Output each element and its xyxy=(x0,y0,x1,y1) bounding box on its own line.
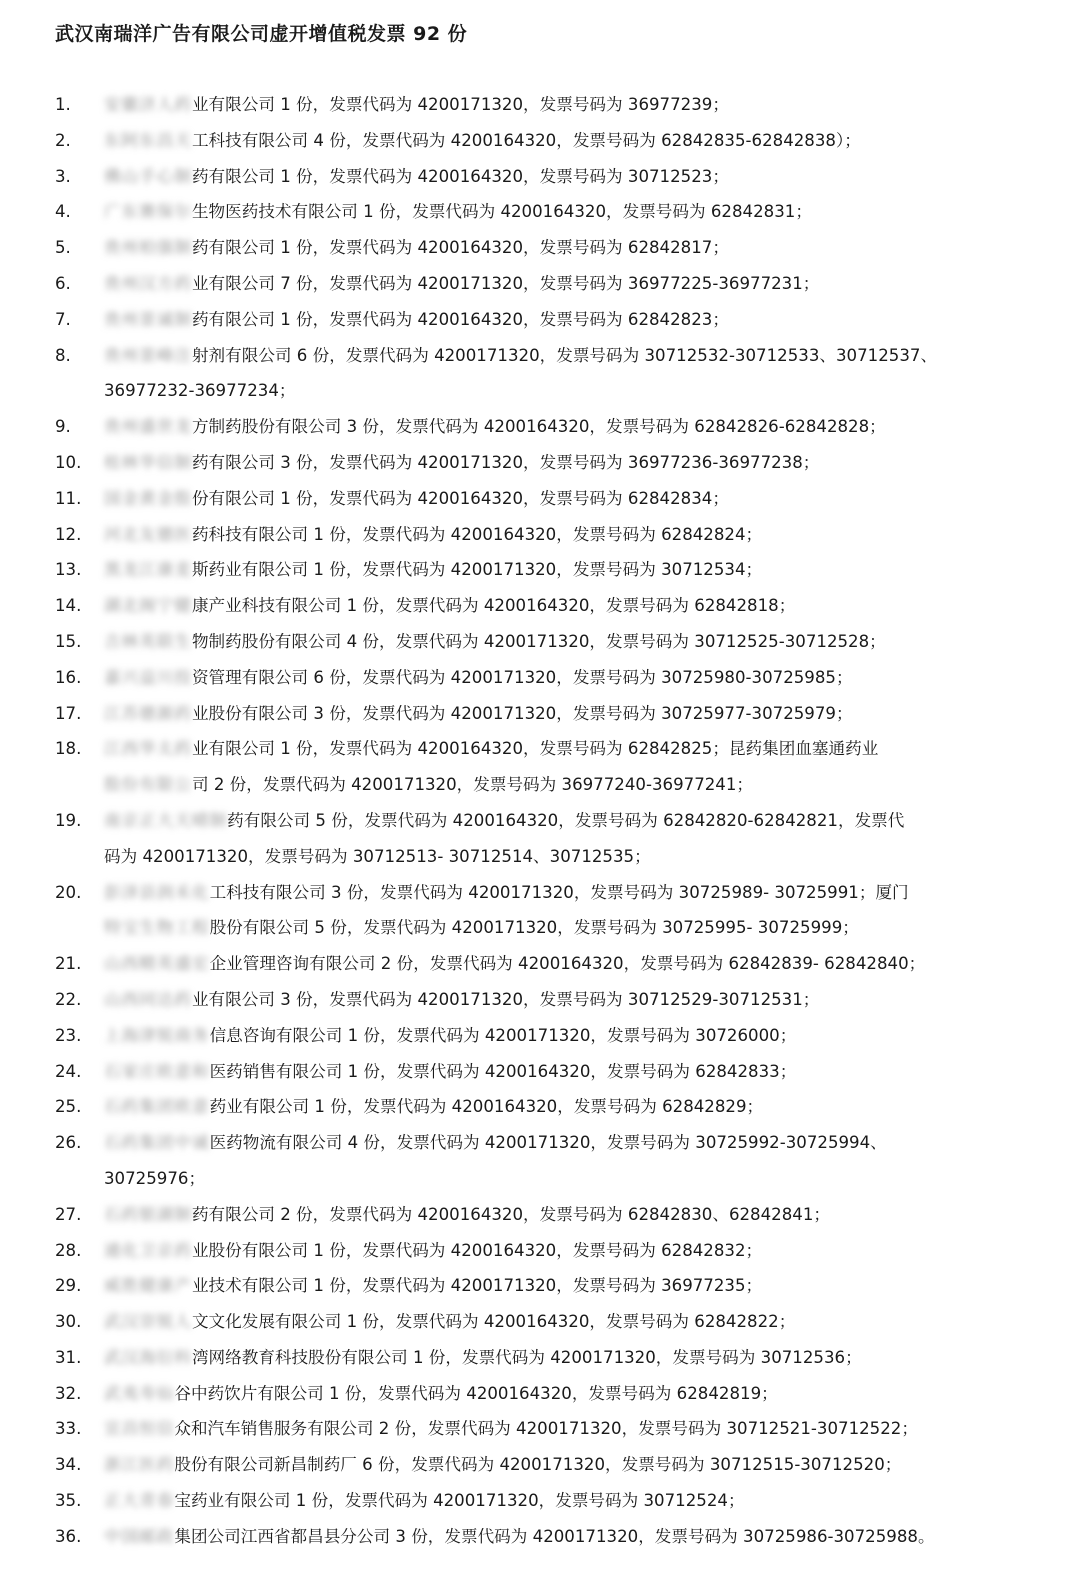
list-item xyxy=(0,588,1014,624)
entry-text: 业股份有限公司 3 份，发票代码为 4200171320，发票号码为 30725977-30725979； xyxy=(191,703,853,723)
list-item xyxy=(0,1519,1014,1555)
entry-line xyxy=(104,1268,1014,1304)
entry-line xyxy=(104,1197,1014,1233)
list-item xyxy=(0,1089,1014,1125)
entry-line xyxy=(104,946,1014,982)
list-item xyxy=(0,1268,1014,1304)
item-number: 27. xyxy=(55,1204,82,1224)
item-number: 5. xyxy=(55,238,71,258)
list-item xyxy=(0,517,1014,553)
entry-line xyxy=(104,1519,1014,1555)
entry-line xyxy=(104,1483,1014,1519)
redacted-company-name: 嘉兴益川投 xyxy=(104,667,192,687)
redacted-company-name: 浙江医药 xyxy=(104,1455,175,1475)
item-number: 3. xyxy=(55,166,71,186)
entry-text: 36977232-36977234； xyxy=(104,381,296,401)
entry-text: 业有限公司 1 份，发票代码为 4200164320，发票号码为 62842825；昆药集团血塞通药业 xyxy=(191,739,879,759)
redacted-company-name: 石药银湖制 xyxy=(104,1204,192,1224)
entry-text: 谷中药饮片有限公司 1 份，发票代码为 4200164320，发票号码为 62842819； xyxy=(174,1383,778,1403)
entry-text: 湾网络教育科技股份有限公司 1 份，发票代码为 4200171320，发票号码为 30712536； xyxy=(191,1347,862,1367)
list-item xyxy=(0,803,1014,875)
redacted-company-name: 威胜健康产 xyxy=(104,1276,192,1296)
entry-line xyxy=(104,266,1014,302)
item-number: 25. xyxy=(55,1097,82,1117)
list-item xyxy=(0,1054,1014,1090)
entry-line xyxy=(104,194,1014,230)
item-number: 13. xyxy=(55,560,82,580)
entry-line xyxy=(104,624,1014,660)
item-number: 1. xyxy=(55,95,71,114)
entry-text: 药有限公司 1 份，发票代码为 4200164320，发票号码为 62842817； xyxy=(191,238,729,258)
item-number: 21. xyxy=(55,954,82,974)
item-number: 34. xyxy=(55,1455,82,1475)
redacted-company-name: 上海津锐商务 xyxy=(104,1025,210,1045)
entry-line-continued xyxy=(104,910,1014,946)
list-item xyxy=(0,123,1014,159)
entry-text: 方制药股份有限公司 3 份，发票代码为 4200164320，发票号码为 62842826-62842828； xyxy=(191,417,886,437)
entry-text: 斯药业有限公司 1 份，发票代码为 4200171320，发票号码为 30712534； xyxy=(191,560,763,580)
list-item xyxy=(0,1125,1014,1197)
entry-line xyxy=(104,696,1014,732)
list-item xyxy=(0,946,1014,982)
list-item xyxy=(0,1304,1014,1340)
redacted-company-name: 正大青春 xyxy=(104,1491,175,1511)
entry-line xyxy=(104,517,1014,553)
list-item xyxy=(0,266,1014,302)
entry-line xyxy=(104,982,1014,1018)
entry-line xyxy=(104,87,1014,123)
entry-line xyxy=(104,230,1014,266)
item-number: 31. xyxy=(55,1347,82,1367)
entry-line xyxy=(104,159,1014,195)
list-item xyxy=(0,1233,1014,1269)
entry-text: 医药销售有限公司 1 份，发票代码为 4200164320，发票号码为 62842833； xyxy=(209,1061,797,1081)
entry-text: 业股份有限公司 1 份，发票代码为 4200164320，发票号码为 62842832； xyxy=(191,1240,763,1260)
redacted-company-name: 山西精英盛宏 xyxy=(104,954,210,974)
redacted-company-name: 广东赛保尔 xyxy=(104,202,192,222)
redacted-company-name: 湖北阁宁健 xyxy=(104,596,192,616)
list-item xyxy=(0,1018,1014,1054)
entry-text: 生物医药技术有限公司 1 份，发票代码为 4200164320，发票号码为 62842831； xyxy=(191,202,812,222)
item-number: 14. xyxy=(55,596,82,616)
entry-line xyxy=(104,1018,1014,1054)
item-number: 19. xyxy=(55,810,82,830)
entry-line xyxy=(104,123,1014,159)
redacted-company-name: 东阿东昌天 xyxy=(104,130,192,150)
entry-text: 企业管理咨询有限公司 2 份，发票代码为 4200164320，发票号码为 62842839- 62842840； xyxy=(209,954,926,974)
redacted-company-name: 中国邮政 xyxy=(104,1526,175,1546)
item-number: 26. xyxy=(55,1133,82,1153)
list-item xyxy=(0,1411,1014,1447)
entry-line xyxy=(104,731,1014,767)
entry-text: 药有限公司 2 份，发票代码为 4200164320，发票号码为 62842830、62842841； xyxy=(191,1204,830,1224)
redacted-company-name: 佛山手心制 xyxy=(104,166,192,186)
entry-text: 份有限公司 1 份，发票代码为 4200164320，发票号码为 62842834； xyxy=(191,488,729,508)
item-number: 32. xyxy=(55,1383,82,1403)
entry-line xyxy=(104,803,1014,839)
item-number: 30. xyxy=(55,1312,82,1332)
invoice-list xyxy=(0,87,1080,1555)
redacted-company-name: 江西华太药 xyxy=(104,739,192,759)
redacted-company-name: 山西同达药 xyxy=(104,989,192,1009)
list-item xyxy=(0,194,1014,230)
entry-text: 射剂有限公司 6 份，发票代码为 4200171320，发票号码为 30712532-30712533、30712537、 xyxy=(191,345,938,365)
list-item xyxy=(0,624,1014,660)
entry-line xyxy=(104,338,1014,374)
entry-text: 码为 4200171320，发票号码为 30712513- 30712514、30712535； xyxy=(104,846,651,866)
entry-line xyxy=(104,1304,1014,1340)
page-title: 武汉南瑞洋广告有限公司虚开增值税发票 92 份 xyxy=(55,23,468,45)
entry-text: 30725976； xyxy=(104,1168,206,1188)
entry-text: 司 2 份，发票代码为 4200171320，发票号码为 36977240-36977241； xyxy=(191,775,754,795)
entry-line xyxy=(104,302,1014,338)
redacted-company-name: 特宝生物工程 xyxy=(104,918,210,938)
entry-text: 宝药业有限公司 1 份，发票代码为 4200171320，发票号码为 30712524； xyxy=(174,1491,745,1511)
item-number: 16. xyxy=(55,667,82,687)
redacted-company-name: 河北友德医 xyxy=(104,524,192,544)
redacted-company-name: 黑龙江康麦 xyxy=(104,560,192,580)
item-number: 15. xyxy=(55,631,82,651)
list-item xyxy=(0,445,1014,481)
entry-text: 股份有限公司 5 份，发票代码为 4200171320，发票号码为 30725995- 30725999； xyxy=(209,918,859,938)
item-number: 12. xyxy=(55,524,82,544)
entry-line xyxy=(104,409,1014,445)
list-item xyxy=(0,660,1014,696)
entry-line xyxy=(104,1089,1014,1125)
entry-text: 股份有限公司新昌制药厂 6 份，发票代码为 4200171320，发票号码为 30712515-30712520； xyxy=(174,1455,902,1475)
list-item xyxy=(0,87,1014,123)
redacted-company-name: 宣昌恒信 xyxy=(104,1419,175,1439)
redacted-company-name: 桂林华信制 xyxy=(104,452,192,472)
redacted-company-name: 贵州柏强制 xyxy=(104,238,192,258)
entry-text: 众和汽车销售服务有限公司 2 份，发票代码为 4200171320，发票号码为 30712521-30712522； xyxy=(174,1419,918,1439)
entry-line xyxy=(104,481,1014,517)
list-item xyxy=(0,552,1014,588)
entry-text: 药科技有限公司 1 份，发票代码为 4200164320，发票号码为 62842824； xyxy=(191,524,763,544)
entry-line-continued xyxy=(104,839,1014,875)
item-number: 36. xyxy=(55,1526,82,1546)
redacted-company-name: 贵州景峰注 xyxy=(104,345,192,365)
entry-line xyxy=(104,1376,1014,1412)
item-number: 35. xyxy=(55,1491,82,1511)
entry-line xyxy=(104,1411,1014,1447)
item-number: 22. xyxy=(55,989,82,1009)
redacted-company-name: 安徽济人药 xyxy=(104,95,192,114)
entry-line xyxy=(104,445,1014,481)
list-item xyxy=(0,875,1014,947)
entry-text: 物制药股份有限公司 4 份，发票代码为 4200171320，发票号码为 30712525-30712528； xyxy=(191,631,886,651)
redacted-company-name: 江苏德源药 xyxy=(104,703,192,723)
list-item xyxy=(0,696,1014,732)
list-item xyxy=(0,731,1014,803)
entry-line xyxy=(104,1233,1014,1269)
entry-text: 工科技有限公司 4 份，发票代码为 4200164320，发票号码为 62842835-62842838）； xyxy=(191,130,861,150)
item-number: 9. xyxy=(55,417,71,437)
entry-text: 药有限公司 1 份，发票代码为 4200164320，发票号码为 30712523； xyxy=(191,166,729,186)
redacted-company-name: 彭泽县润禾化 xyxy=(104,882,210,902)
redacted-company-name: 贵州景诚制 xyxy=(104,309,192,329)
entry-text: 药有限公司 3 份，发票代码为 4200171320，发票号码为 36977236-36977238； xyxy=(191,452,820,472)
list-item xyxy=(0,481,1014,517)
entry-text: 业技术有限公司 1 份，发票代码为 4200171320，发票号码为 36977235； xyxy=(191,1276,763,1296)
entry-text: 资管理有限公司 6 份，发票代码为 4200171320，发票号码为 30725980-30725985； xyxy=(191,667,853,687)
item-number: 2. xyxy=(55,130,71,150)
entry-line xyxy=(104,552,1014,588)
entry-line xyxy=(104,1340,1014,1376)
list-item xyxy=(0,159,1014,195)
item-number: 18. xyxy=(55,739,82,759)
entry-line xyxy=(104,588,1014,624)
entry-text: 医药物流有限公司 4 份，发票代码为 4200171320，发票号码为 30725992-30725994、 xyxy=(209,1133,887,1153)
entry-line xyxy=(104,660,1014,696)
redacted-company-name: 石家庄欧意和 xyxy=(104,1061,210,1081)
entry-text: 信息咨询有限公司 1 份，发票代码为 4200171320，发票号码为 30726000； xyxy=(209,1025,797,1045)
list-item xyxy=(0,982,1014,1018)
entry-line-continued xyxy=(104,373,1014,409)
entry-text: 药有限公司 5 份，发票代码为 4200164320，发票号码为 62842820-62842821，发票代 xyxy=(227,810,905,830)
redacted-company-name: 南京正大天晴制 xyxy=(104,810,228,830)
item-number: 11. xyxy=(55,488,82,508)
item-number: 6. xyxy=(55,273,71,293)
list-item xyxy=(0,1483,1014,1519)
item-number: 24. xyxy=(55,1061,82,1081)
redacted-company-name: 股份有限公 xyxy=(104,775,192,795)
redacted-company-name: 武夷寿仙 xyxy=(104,1383,175,1403)
redacted-company-name: 武汉崇锐人 xyxy=(104,1312,192,1332)
entry-line xyxy=(104,1447,1014,1483)
item-number: 28. xyxy=(55,1240,82,1260)
list-item xyxy=(0,230,1014,266)
item-number: 17. xyxy=(55,703,82,723)
entry-line-continued xyxy=(104,1161,1014,1197)
item-number: 23. xyxy=(55,1025,82,1045)
list-item xyxy=(0,1447,1014,1483)
entry-line xyxy=(104,1125,1014,1161)
list-item xyxy=(0,302,1014,338)
list-item xyxy=(0,1340,1014,1376)
redacted-company-name: 石药集团中诚 xyxy=(104,1133,210,1153)
item-number: 29. xyxy=(55,1276,82,1296)
entry-line xyxy=(104,1054,1014,1090)
entry-line-continued xyxy=(104,767,1014,803)
redacted-company-name: 国金黄金股 xyxy=(104,488,192,508)
entry-text: 文文化发展有限公司 1 份，发票代码为 4200164320，发票号码为 62842822； xyxy=(191,1312,796,1332)
item-number: 10. xyxy=(55,452,82,472)
list-item xyxy=(0,338,1014,410)
item-number: 4. xyxy=(55,202,71,222)
entry-text: 工科技有限公司 3 份，发票代码为 4200171320，发票号码为 30725989- 30725991；厦门 xyxy=(209,882,909,902)
entry-text: 业有限公司 7 份，发票代码为 4200171320，发票号码为 36977225-36977231； xyxy=(191,273,820,293)
redacted-company-name: 石药集团欧意 xyxy=(104,1097,210,1117)
entry-text: 业有限公司 1 份，发票代码为 4200171320，发票号码为 36977239； xyxy=(191,95,729,114)
item-number: 7. xyxy=(55,309,71,329)
item-number: 8. xyxy=(55,345,71,365)
entry-text: 业有限公司 3 份，发票代码为 4200171320，发票号码为 30712529-30712531； xyxy=(191,989,820,1009)
redacted-company-name: 贵州盛世龙 xyxy=(104,417,192,437)
item-number: 20. xyxy=(55,882,82,902)
entry-text: 集团公司江西省都昌县分公司 3 份，发票代码为 4200171320，发票号码为 30725986-30725988。 xyxy=(174,1526,935,1546)
redacted-company-name: 通化卫京药 xyxy=(104,1240,192,1260)
redacted-company-name: 贵州汉方药 xyxy=(104,273,192,293)
entry-text: 药业有限公司 1 份，发票代码为 4200164320，发票号码为 62842829； xyxy=(209,1097,764,1117)
entry-text: 康产业科技有限公司 1 份，发票代码为 4200164320，发票号码为 62842818； xyxy=(191,596,796,616)
entry-text: 药有限公司 1 份，发票代码为 4200164320，发票号码为 62842823； xyxy=(191,309,729,329)
list-item xyxy=(0,409,1014,445)
list-item xyxy=(0,1376,1014,1412)
redacted-company-name: 吉林英联生 xyxy=(104,631,192,651)
entry-line xyxy=(104,875,1014,911)
redacted-company-name: 武汉海衍科 xyxy=(104,1347,192,1367)
item-number: 33. xyxy=(55,1419,82,1439)
list-item xyxy=(0,1197,1014,1233)
